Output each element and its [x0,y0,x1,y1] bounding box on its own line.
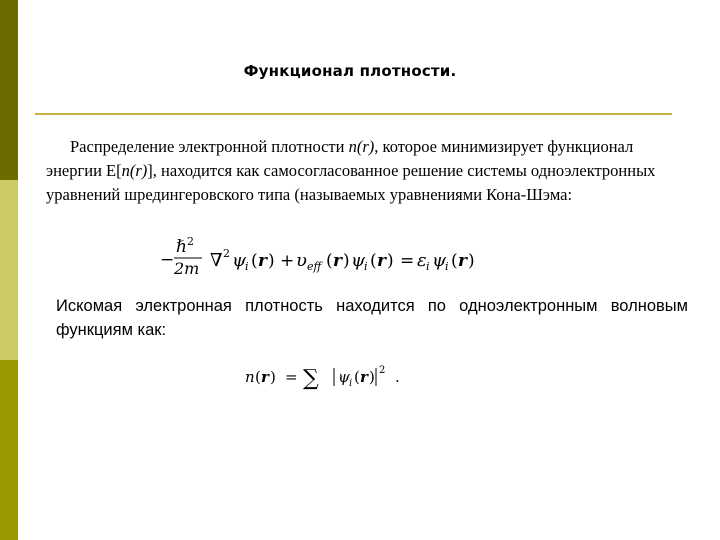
eq1-denominator: 2m [174,259,200,276]
eq2-paren-open: ( [255,368,261,386]
eq1-plus: + [280,251,295,271]
eq1-nabla: ∇ [210,250,223,271]
sidebar-stripe-top [0,0,18,180]
eq1-upsilon: υ [296,250,307,271]
eq1-equals: = [400,251,415,271]
eq2-psi: ψ [338,368,350,386]
eq2-sum: ∑ [303,366,319,391]
eq1-r-1: r [258,251,267,271]
eq1-r-2: r [333,251,342,271]
eq2-equals: = [285,368,298,386]
eq2-square: 2 [379,365,386,376]
paragraph-kohn-sham-intro [46,135,691,207]
kohn-sham-equation [160,236,540,276]
paragraph1-part2: , которое минимизирует функционал энергии E[ [46,137,634,180]
eq2-paren-open-2: ( [354,368,360,386]
eq2-sub-i: i [349,378,353,389]
eq1-r-4: r [458,251,467,271]
sidebar-stripe-bottom [0,360,18,540]
eq1-psi-2: ψ [351,250,366,271]
eq1-sub-i-1: i [245,260,249,273]
eq2-paren-close: ) [270,368,276,386]
eq1-nabla-square: 2 [223,247,230,260]
eq2-r-2: r [360,368,368,386]
eq1-paren-close-3: ) [387,251,394,271]
paragraph1-part1: Распределение электронной плотности [70,137,349,156]
eq1-epsilon: ε [417,250,427,271]
eq1-paren-close-4: ) [468,251,475,271]
eq1-eff: eff [307,260,322,273]
eq1-sub-i-4: i [445,260,449,273]
density-symbol: n(r) [348,137,375,156]
paragraph-density-from-wavefunctions: Искомая электронная плотность находится по одноэлектронным волновым функциям как: [56,297,688,339]
eq1-paren-open-4: ( [451,251,458,271]
density-equation [245,358,425,394]
eq1-hbar-square: 2 [187,236,194,248]
eq1-sub-i-2: i [364,260,368,273]
eq1-paren-open-2: ( [326,251,333,271]
title-divider [35,113,672,115]
eq1-minus: − [160,250,175,270]
slide-title [0,62,700,80]
eq1-paren-open-1: ( [251,251,258,271]
slide-title-text: Функционал плотности. [243,62,457,80]
eq1-paren-close-1: ) [268,251,275,271]
eq1-hbar: ℏ [176,237,187,257]
paragraph1-part3: ], находится как самосогласованное решение системы одноэлектронных уравнений шредингеровского типа (называемых уравнениями Кона-Шэма: [46,161,656,204]
eq2-dot: . [395,368,400,386]
eq1-r-3: r [377,251,386,271]
eq1-psi-1: ψ [232,250,247,271]
eq1-paren-close-2: ) [343,251,350,271]
eq2-n: n [245,368,255,386]
eq2-paren-close-2: ) [369,368,375,386]
eq1-sub-i-3: i [426,260,430,273]
density-symbol-2: n(r) [121,161,148,180]
eq2-r-1: r [261,368,269,386]
eq1-paren-open-3: ( [370,251,377,271]
eq1-psi-3: ψ [432,250,447,271]
sidebar-stripe-middle [0,180,18,360]
